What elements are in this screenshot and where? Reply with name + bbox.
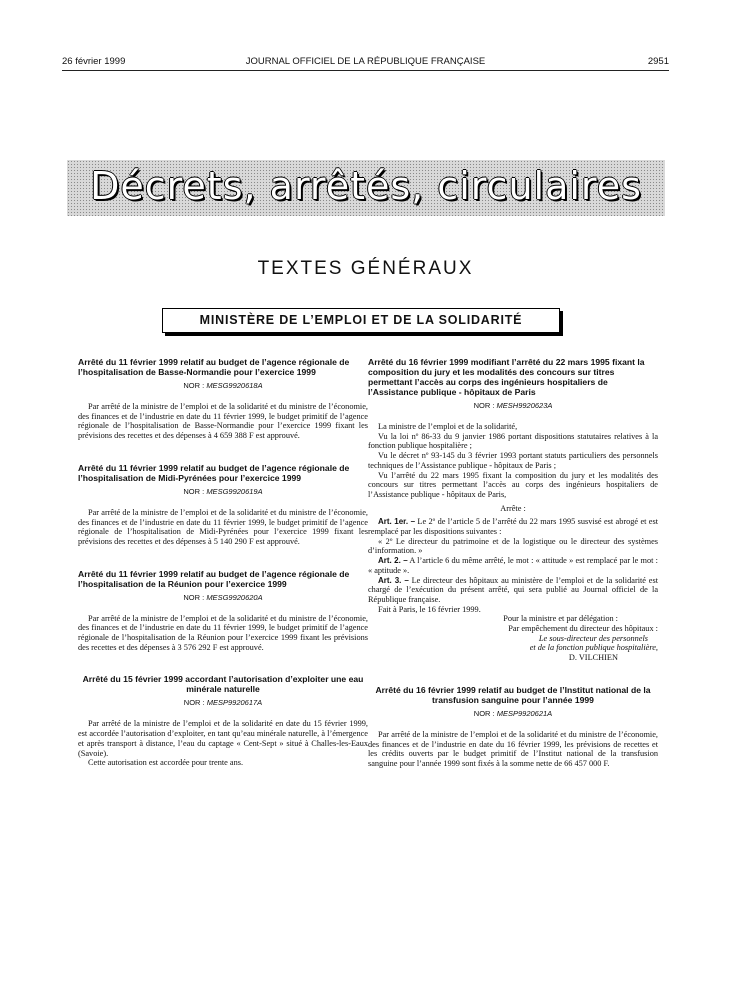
left-column (78, 357, 368, 768)
nor-reference (78, 381, 368, 390)
nor-reference (368, 709, 658, 718)
article-title: Arrêté du 11 février 1999 relatif au budget de l’agence régionale de l’hospitalisation de Basse-Normandie pour l’exercice 1999 (78, 357, 350, 377)
article-body: Par arrêté de la ministre de l’emploi et de la solidarité et du ministre de l’économie, des finances et de l’industrie en date du 16 février 1999, les prévisions de recettes et les crédits ouverts par le budget primitif de l’Institut national de la transfusion sanguine pour l’année 1999 sont fixés à la somme nette de 66 457 000 F. (368, 729, 658, 768)
signature-line-2: Par empêchement du directeur des hôpitaux : (508, 624, 658, 634)
nor-code: MESP9920621A (496, 708, 553, 718)
article-3-text: Le directeur des hôpitaux au ministère de l’emploi et de la solidarité est chargé de l’exécution du présent arrêté, qui sera publié au Journal officiel de la République française. (368, 575, 659, 604)
visa: Vu l’arrêté du 22 mars 1995 fixant la composition du jury et les modalités des concours sur titres permettant l’accès au corps des ingénieurs hospitaliers de l’Assistance publique - hôpitaux de Paris, (368, 470, 658, 499)
nor-code: MESG9920619A (206, 486, 263, 496)
section-title: TEXTES GÉNÉRAUX (257, 258, 474, 279)
article-title: Arrêté du 16 février 1999 modifiant l’arrêté du 22 mars 1995 fixant la composition du jury et les modalités des concours sur titres permettant l’accès au corps des ingénieurs hospitaliers de l’Assistance publique - hôpitaux de Paris (368, 357, 645, 397)
nor-reference (78, 487, 368, 496)
banner-title: Décrets, arrêtés, circulaires (90, 164, 642, 208)
article-2-label: Art. 2. – (378, 556, 408, 566)
article-2-text: A l’article 6 du même arrêté, le mot : « attitude » est remplacé par le mot : « aptitude ». (368, 556, 658, 575)
article-title: Arrêté du 11 février 1999 relatif au budget de l’agence régionale de l’hospitalisation de Midi-Pyrénées pour l’exercice 1999 (78, 462, 350, 483)
article-body: Par arrêté de la ministre de l’emploi et de la solidarité en date du 15 février 1999, est accordée l’autorisation d’exploiter, en tant qu’eau minérale naturelle, à l’émergence et après transport à distance, l’eau du captage « Cent-Sept » situé à Challes-les-Eaux (Savoie). (78, 719, 368, 758)
nor-code: MESH9920623A (496, 401, 553, 410)
signature-date: Fait à Paris, le 16 février 1999. (378, 604, 481, 614)
nor-code: MESP9920617A (206, 698, 263, 708)
article-3 (368, 576, 658, 605)
article-title: Arrêté du 15 février 1999 accordant l’autorisation d’exploiter une eau minérale naturelle (82, 674, 364, 695)
header-rule (62, 70, 669, 71)
article-title: Arrêté du 16 février 1999 relatif au budget de l’Institut national de la transfusion sanguine pour l’année 1999 (375, 684, 651, 705)
section-banner (67, 160, 665, 216)
signatory-name: D. VILCHIEN (568, 653, 618, 663)
nor-reference (78, 698, 368, 707)
nor-label: NOR : (183, 698, 205, 708)
nor-label: NOR : (183, 486, 205, 496)
nor-reference (78, 593, 368, 602)
article-body: Par arrêté de la ministre de l’emploi et de la solidarité et du ministre de l’économie, des finances et de l’industrie en date du 11 février 1999, le budget primitif de l’agence régionale de l’hospitalisation de la Réunion pour l’exercice 1999 fixant les prévisions des recettes et des dépenses à 3 576 292 F est approuvé. (78, 613, 368, 652)
header-date: 26 février 1999 (62, 56, 126, 67)
article-1 (368, 517, 658, 536)
signature-line-1: Pour la ministre et par délégation : (503, 614, 618, 624)
header-journal-title: JOURNAL OFFICIEL DE LA RÉPUBLIQUE FRANÇAISE (245, 56, 486, 67)
article-body: Par arrêté de la ministre de l’emploi et de la solidarité et du ministre de l’économie, des finances et de l’industrie en date du 11 février 1999, le budget primitif de l’agence régionale de l’hospitalisation de Basse-Normandie pour l’exercice 1999 fixant les prévisions des recettes et des dépenses à 4 659 388 F est approuvé. (78, 402, 368, 441)
nor-code: MESG9920618A (206, 381, 263, 390)
nor-label: NOR : (473, 708, 495, 718)
nor-label: NOR : (473, 401, 495, 410)
signature-line-4: et de la fonction publique hospitalière, (529, 643, 658, 653)
article-title: Arrêté du 11 février 1999 relatif au budget de l’agence régionale de l’hospitalisation de la Réunion pour l’exercice 1999 (78, 568, 350, 589)
decree-arrete: Arrête : (500, 503, 526, 513)
nor-code: MESG9920620A (206, 592, 263, 602)
header-page-number: 2951 (647, 56, 669, 67)
article-3-label: Art. 3. – (378, 575, 409, 585)
running-head (62, 56, 669, 70)
nor-reference (368, 401, 658, 410)
article-1-label: Art. 1er. – (378, 517, 416, 527)
nor-label: NOR : (183, 381, 205, 390)
article-1-quote: « 2º Le directeur du patrimoine et de la logistique ou le directeur des systèmes d’information. » (368, 536, 658, 556)
decree-intro: La ministre de l’emploi et de la solidarité, (378, 422, 518, 431)
article-body: Par arrêté de la ministre de l’emploi et de la solidarité et du ministre de l’économie, des finances et de l’industrie en date du 11 février 1999, le budget primitif de l’agence régionale de l’hospitalisation de Midi-Pyrénées pour l’exercice 1999 fixant les prévisions des recettes et des dépenses à 5 140 290 F est approuvé. (78, 507, 368, 546)
right-column (368, 357, 658, 769)
nor-label: NOR : (183, 592, 205, 602)
article-2 (368, 556, 658, 575)
ministry-heading: MINISTÈRE DE L’EMPLOI ET DE LA SOLIDARITÉ (162, 308, 560, 333)
signature-line-3: Le sous-directeur des personnels (538, 633, 648, 643)
visa: Vu la loi nº 86-33 du 9 janvier 1986 portant dispositions statutaires relatives à la fonction publique hospitalière ; (368, 431, 658, 451)
article-body-continued: Cette autorisation est accordée pour trente ans. (88, 758, 244, 768)
article-1-text: Le 2º de l’article 5 de l’arrêté du 22 mars 1995 susvisé est abrogé et est remplacé par les dispositions suivantes : (368, 517, 658, 537)
visa: Vu le décret nº 93-145 du 3 février 1993 portant statuts particuliers des personnels techniques de l’Assistance publique - hôpitaux de Paris ; (368, 451, 658, 470)
